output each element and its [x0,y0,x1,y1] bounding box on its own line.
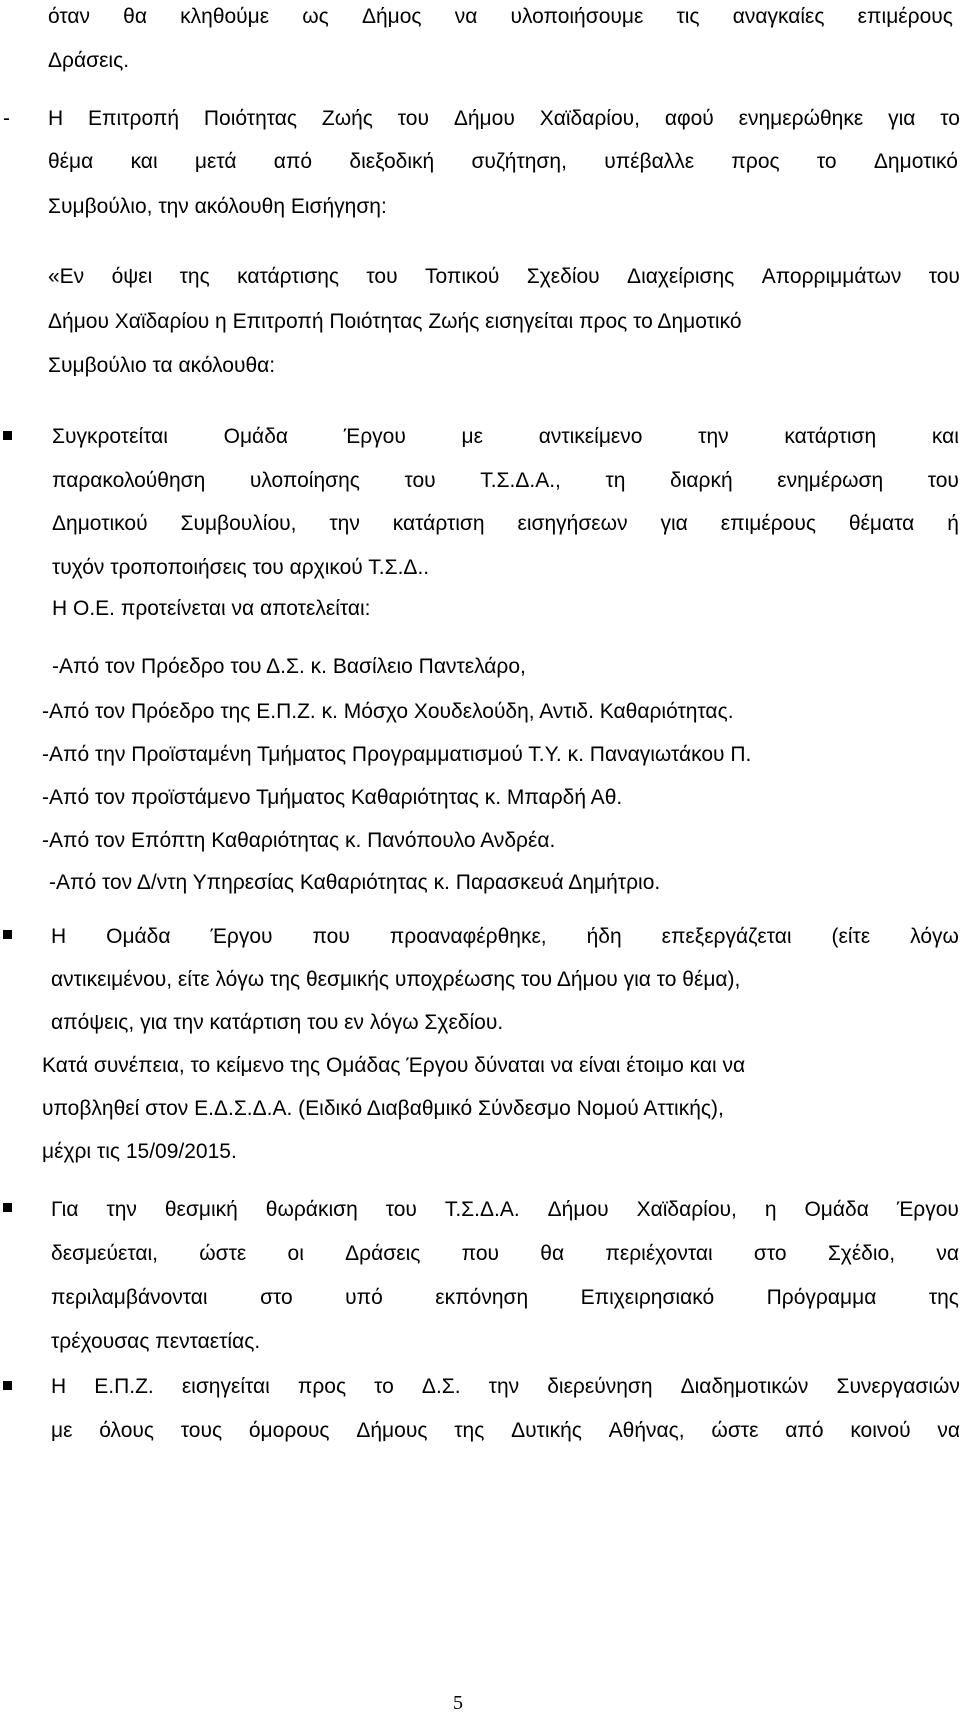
word: που [461,1242,499,1265]
word: περιέχονται [605,1242,713,1265]
word: του [404,469,436,492]
word: Συμβουλίου, [180,512,297,535]
word: Για [51,1198,79,1221]
bullet-square-icon [3,1381,12,1390]
word: η [764,1198,777,1221]
word: την [329,512,360,535]
bullet3-line-3 [51,1285,959,1310]
dash-marker: - [3,107,10,130]
word: ώστε [711,1419,759,1442]
word: Δήμου [453,107,515,130]
bullet3-line-2 [51,1241,959,1266]
word: εκπόνηση [435,1286,529,1309]
word: Ομάδα [106,925,171,948]
bullet-square-icon [3,431,12,440]
word: αναγκαίες [732,5,825,28]
word: θεσμική [164,1198,238,1221]
word: θωράκιση [265,1198,358,1221]
word: Δημοτικού [52,512,148,535]
word: Χαϊδαρίου, [636,1198,737,1221]
word: και [130,150,158,173]
word: υπό [345,1286,383,1309]
word: Δήμους [356,1419,428,1442]
word: να [937,1419,960,1442]
word: Έργου [210,925,273,948]
bullet4-line-2 [51,1418,960,1443]
word: της [454,1419,485,1442]
proposal-line-3: Συμβούλιο τα ακόλουθα: [48,354,276,377]
bullet2-line-2: αντικειμένου, είτε λόγω της θεσμικής υποχρέωσης του Δήμου για το θέμα), [51,968,741,991]
bullet1-line-4: τυχόν τροποποιήσεις του αρχικού Τ.Σ.Δ.. [52,556,430,579]
word: Δημοτικό [873,150,958,173]
member-line-2: -Από τον Πρόεδρο της Ε.Π.Ζ. κ. Μόσχο Χουδελούδη, Αντιδ. Καθαριότητας. [42,700,734,723]
word: να [936,1242,959,1265]
member-line-1: -Από τον Πρόεδρο του Δ.Σ. κ. Βασίλειο Παντελάρο, [52,655,526,678]
intro-line-1 [48,4,953,29]
word: Έργου [343,425,406,448]
word: θέματα [848,512,915,535]
word: οι [287,1242,304,1265]
bullet2-line-5: υποβληθεί στον Ε.Δ.Σ.Δ.Α. (Ειδικό Διαβαθμικό Σύνδεσμο Νομού Αττικής), [42,1097,724,1120]
word: προς [731,150,780,173]
word: θα [123,5,147,28]
word: Διαχείρισης [627,265,735,288]
bullet-square-icon [3,930,12,939]
word: του [928,265,960,288]
word: του [366,265,398,288]
intro-line-2: Δράσεις. [48,49,130,72]
word: Τ.Σ.Δ.Α., [480,469,561,492]
word: διεξοδική [349,150,435,173]
word: Συνεργασιών [836,1375,960,1398]
word: τους [180,1419,223,1442]
word: εισηγείται [181,1375,270,1398]
word: λόγω [910,925,959,948]
word: περιλαμβάνονται [51,1286,208,1309]
word: Δ.Σ. [421,1375,461,1398]
bullet2-line-6: μέχρι τις 15/09/2015. [42,1140,237,1163]
word: ενημέρωση [777,469,884,492]
word: δεσμεύεται, [51,1242,158,1265]
word: Χαϊδαρίου, [539,107,640,130]
word: ήδη [586,925,622,948]
word: Έργου [896,1198,959,1221]
word: Ομάδα [804,1198,869,1221]
word: επιμέρους [720,512,816,535]
word: την [106,1198,137,1221]
word: όψει [111,265,153,288]
member-line-3: -Από την Προϊσταμένη Τμήματος Προγραμματισμού Τ.Υ. κ. Παναγιωτάκου Π. [42,743,752,766]
word: Επιτροπή [88,107,179,130]
committee-line-2 [48,149,958,174]
word: υπέβαλλε [604,150,695,173]
bullet2-line-3: απόψεις, για την κατάρτιση του εν λόγω Σχεδίου. [51,1011,504,1034]
page-number: 5 [453,1692,463,1714]
word: Ποιότητας [203,107,298,130]
word: να [454,5,478,28]
word: Απορριμμάτων [761,265,902,288]
word: Η [51,925,67,948]
bullet3-line-4: τρέχουσας πενταετίας. [51,1330,261,1353]
word: της [179,265,210,288]
word: που [312,925,350,948]
word: κληθούμε [180,5,270,28]
word: (είτε [831,925,871,948]
word: το [816,150,837,173]
word: για [888,107,916,130]
word: με [461,425,483,448]
word: Πρόγραμμα [766,1286,877,1309]
word: στο [260,1286,293,1309]
word: Επιχειρησιακό [580,1286,715,1309]
word: κατάρτιση [784,425,877,448]
word: επιμέρους [857,5,953,28]
word: και [931,425,959,448]
word: Σχεδίου [526,265,600,288]
word: Η [51,1375,67,1398]
bullet1-line-2 [52,468,959,493]
word: Δήμος [361,5,422,28]
member-line-5: -Από τον Επόπτη Καθαριότητας κ. Πανόπουλο Ανδρέα. [42,829,556,852]
word: το [940,107,960,130]
bullet-square-icon [3,1203,12,1212]
word: συζήτηση, [471,150,567,173]
word: του [927,469,959,492]
word: για [660,512,688,535]
word: κοινού [850,1419,911,1442]
bullet1-line-3 [52,511,959,536]
word: κατάρτιση [392,512,485,535]
word: κατάρτισης [237,265,340,288]
word: τη [605,469,626,492]
word: Δήμου [547,1198,609,1221]
word: ως [302,5,329,28]
word: από [785,1419,824,1442]
word: αφού [664,107,714,130]
bullet2-line-4: Κατά συνέπεια, το κείμενο της Ομάδας Έργου δύναται να είναι έτοιμο και να [42,1054,746,1077]
word: όλους [99,1419,154,1442]
word: «Εν [48,265,85,288]
word: την [488,1375,520,1398]
word: με [51,1419,73,1442]
member-line-4: -Από τον προϊστάμενο Τμήματος Καθαριότητας κ. Μπαρδή Αθ. [42,786,623,809]
word: του [397,107,429,130]
word: θα [540,1242,565,1265]
bullet1-line-1 [52,424,959,449]
word: αντικείμενο [538,425,643,448]
committee-line-1 [48,106,960,131]
word: Σχέδιο, [827,1242,896,1265]
bullet4-line-1 [51,1374,960,1399]
word: Δυτικής [511,1419,582,1442]
word: Συγκροτείται [52,425,168,448]
committee-line-3: Συμβούλιο, την ακόλουθη Εισήγηση: [48,195,387,218]
word: μετά [194,150,237,173]
word: παρακολούθηση [52,469,206,492]
word: τις [676,5,700,28]
word: Ζωής [321,107,373,130]
proposal-line-2: Δήμου Χαϊδαρίου η Επιτροπή Ποιότητας Ζωής εισηγείται προς το Δημοτικό [48,310,742,333]
word: της [928,1286,959,1309]
word: όταν [48,5,91,28]
word: Αθήνας, [608,1419,685,1442]
word: προς [297,1375,347,1398]
bullet2-line-1 [51,924,959,949]
word: Διαδημοτικών [680,1375,809,1398]
word: Ε.Π.Ζ. [94,1375,154,1398]
word: το [374,1375,394,1398]
word: ώστε [199,1242,247,1265]
word: θέμα [48,150,94,173]
word: όμορους [248,1419,330,1442]
member-line-6: -Από τον Δ/ντη Υπηρεσίας Καθαριότητας κ. Παρασκευά Δημήτριο. [49,871,661,894]
word: εισηγήσεων [517,512,628,535]
word: ή [947,512,959,535]
bullet1-line-5: Η Ο.Ε. προτείνεται να αποτελείται: [52,597,371,620]
word: επεξεργάζεται [661,925,792,948]
word: Ομάδα [223,425,289,448]
word: Τ.Σ.Δ.Α. [444,1198,520,1221]
word: Η [48,107,64,130]
word: διερεύνηση [547,1375,653,1398]
word: ενημερώθηκε [738,107,864,130]
word: του [385,1198,417,1221]
word: την [698,425,729,448]
word: προαναφέρθηκε, [389,925,547,948]
word: στο [753,1242,787,1265]
word: υλοποιήσουμε [510,5,644,28]
word: υλοποίησης [249,469,360,492]
word: Δράσεις [345,1242,421,1265]
word: διαρκή [670,469,733,492]
word: Τοπικού [424,265,500,288]
bullet3-line-1 [51,1197,959,1222]
proposal-line-1 [48,264,960,289]
word: από [273,150,313,173]
